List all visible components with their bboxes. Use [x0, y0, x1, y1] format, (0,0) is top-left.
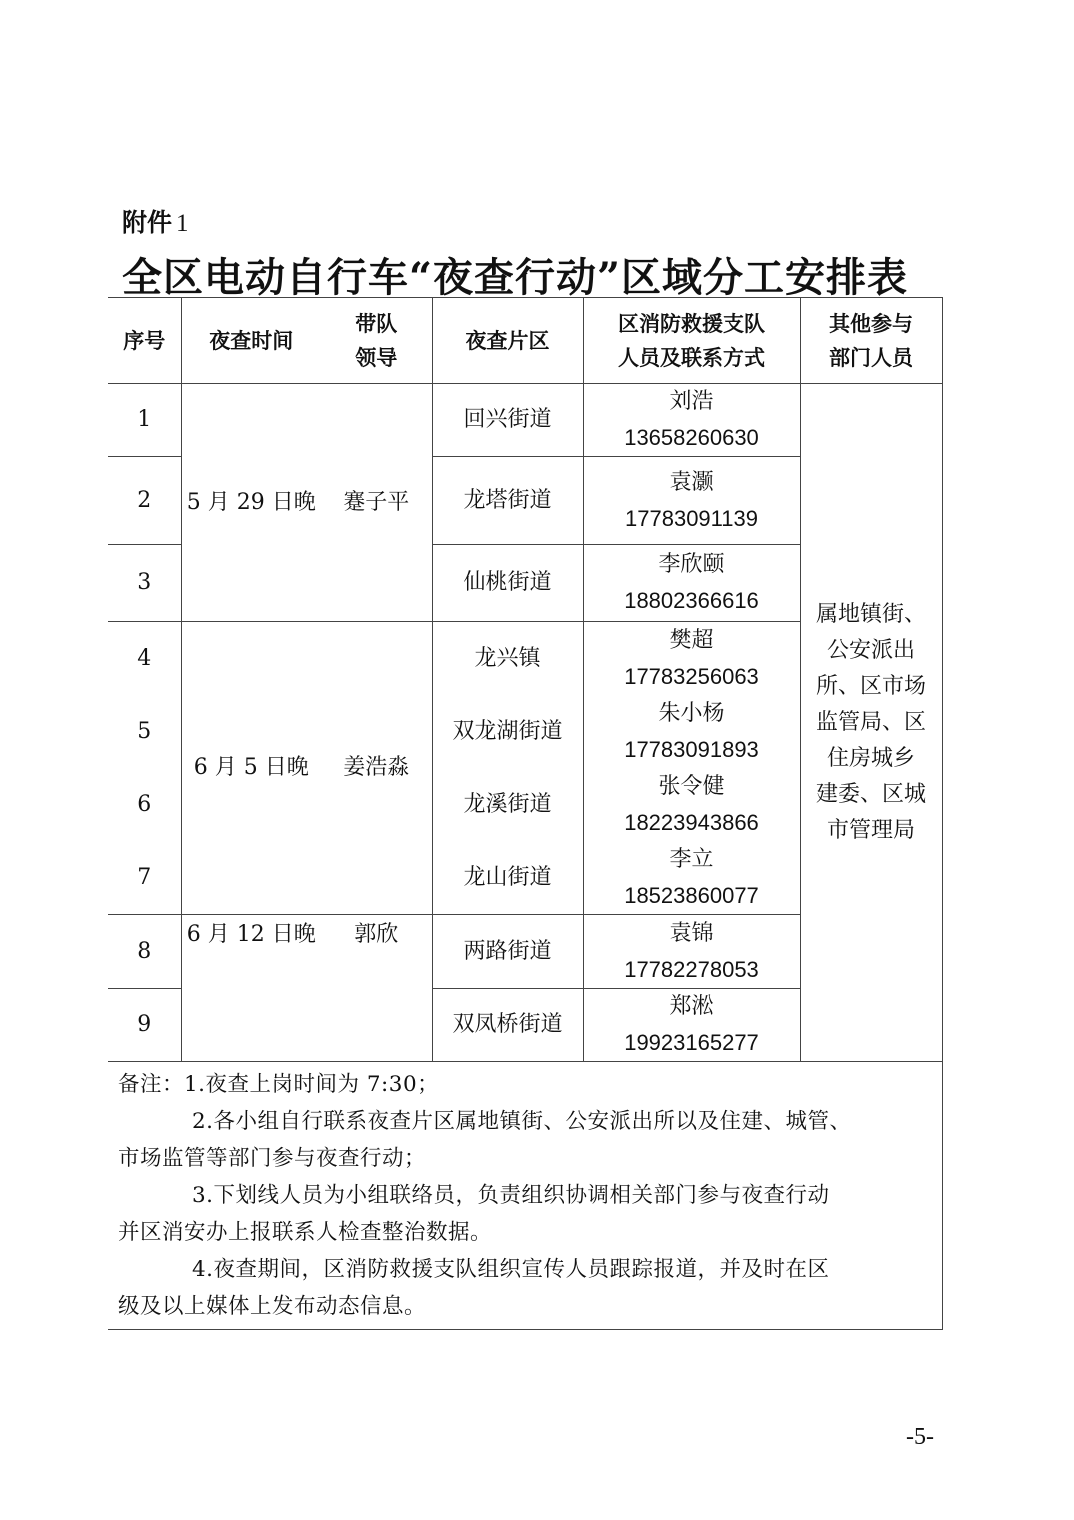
row-seq: 3: [108, 545, 181, 622]
contact-phone: 17782278053: [624, 956, 759, 982]
row-area: 龙兴镇: [432, 622, 583, 696]
row-contact: [583, 696, 800, 769]
note-line: 并区消安办上报联系人检查整治数据。: [118, 1220, 493, 1245]
assignment-table: [108, 297, 943, 1330]
others-line: 住房城乡: [826, 745, 915, 771]
contact-name: 郑淞: [669, 994, 714, 1019]
row-contact: [583, 622, 800, 696]
contact-phone: 18223943866: [624, 810, 759, 835]
row-area: 回兴街道: [432, 384, 583, 457]
page-number: -5-: [906, 1424, 934, 1450]
others-line: 市管理局: [826, 817, 915, 843]
note-line: 3.下划线人员为小组联络员，负责组织协调相关部门参与夜查行动: [192, 1183, 830, 1208]
notes-cell: [108, 1062, 942, 1330]
group-time: 6 月 12 日晚: [181, 915, 321, 1062]
row-seq: 2: [108, 457, 181, 545]
header-area: 夜查片区: [432, 298, 583, 384]
row-seq: 7: [108, 842, 181, 915]
group-leader: 姜浩淼: [321, 622, 432, 915]
others-line: 建委、区城: [815, 781, 926, 807]
row-contact: [583, 915, 800, 989]
note-line: 级及以上媒体上发布动态信息。: [118, 1294, 427, 1319]
contact-phone: 19923165277: [624, 1030, 759, 1055]
contact-phone: 13658260630: [624, 425, 759, 450]
header-leader-line1: 带队: [355, 311, 398, 336]
row-area: 双龙湖街道: [432, 696, 583, 769]
row-seq: 4: [108, 622, 181, 696]
contact-phone: 18802366616: [624, 588, 759, 613]
row-contact: [583, 545, 800, 622]
contact-name: 李立: [669, 846, 714, 872]
table-row: [108, 384, 942, 457]
contact-name: 李欣颐: [658, 552, 725, 577]
group-leader: 郭欣: [321, 915, 432, 1062]
header-others: [800, 298, 942, 384]
others-line: 属地镇街、: [815, 601, 926, 627]
note-line: 2.各小组自行联系夜查片区属地镇街、公安派出所以及住建、城管、: [192, 1109, 852, 1134]
row-contact: [583, 989, 800, 1062]
contact-name: 樊超: [669, 627, 714, 653]
header-seq: 序号: [108, 298, 181, 384]
others-line: 公安派出: [826, 637, 915, 663]
attachment-label-text: 附件: [122, 208, 173, 237]
contact-name: 刘浩: [669, 389, 714, 414]
row-seq: 5: [108, 696, 181, 769]
group-time: 5 月 29 日晚: [181, 384, 321, 622]
header-contact-line1: 区消防救援支队: [618, 311, 765, 336]
others-cell: [800, 384, 942, 1062]
row-contact: [583, 384, 800, 457]
row-seq: 8: [108, 915, 181, 989]
header-contact-line2: 人员及联系方式: [618, 345, 765, 370]
row-area: 仙桃街道: [432, 545, 583, 622]
group-time: 6 月 5 日晚: [181, 622, 321, 915]
note-line: 4.夜查期间，区消防救援支队组织宣传人员跟踪报道，并及时在区: [192, 1257, 830, 1282]
contact-name: 袁灏: [669, 469, 714, 495]
contact-phone: 17783091139: [625, 505, 758, 531]
others-line: 所、区市场: [815, 673, 926, 699]
contact-phone: 17783091893: [624, 737, 759, 762]
contact-name: 袁锦: [669, 920, 714, 946]
header-others-line1: 其他参与: [829, 311, 913, 336]
row-area: 两路街道: [432, 915, 583, 989]
notes-row: [108, 1062, 942, 1330]
note-line: 备注：1.夜查上岗时间为 7:30；: [118, 1072, 440, 1097]
row-seq: 9: [108, 989, 181, 1062]
row-seq: 1: [108, 384, 181, 457]
header-leader-line2: 领导: [355, 345, 398, 370]
table-header-row: [108, 298, 942, 384]
header-others-line2: 部门人员: [829, 345, 913, 370]
row-contact: [583, 842, 800, 915]
attachment-label: [122, 203, 189, 239]
row-contact: [583, 457, 800, 545]
header-time: 夜查时间: [181, 298, 321, 384]
row-area: 双凤桥街道: [432, 989, 583, 1062]
contact-name: 朱小杨: [658, 701, 725, 726]
note-line: 市场监管等部门参与夜查行动；: [118, 1146, 427, 1171]
row-contact: [583, 769, 800, 842]
contact-phone: 17783256063: [624, 663, 759, 689]
others-line: 监管局、区: [815, 709, 926, 735]
row-seq: 6: [108, 769, 181, 842]
row-area: 龙溪街道: [432, 769, 583, 842]
attachment-number: 1: [176, 210, 189, 237]
header-leader: [321, 298, 432, 384]
header-contact: [583, 298, 800, 384]
group-leader: 蹇子平: [321, 384, 432, 622]
row-area: 龙山街道: [432, 842, 583, 915]
contact-phone: 18523860077: [624, 882, 759, 908]
page-title: 全区电动自行车“夜查行动”区域分工安排表: [122, 254, 909, 301]
row-area: 龙塔街道: [432, 457, 583, 545]
contact-name: 张令健: [658, 774, 725, 799]
